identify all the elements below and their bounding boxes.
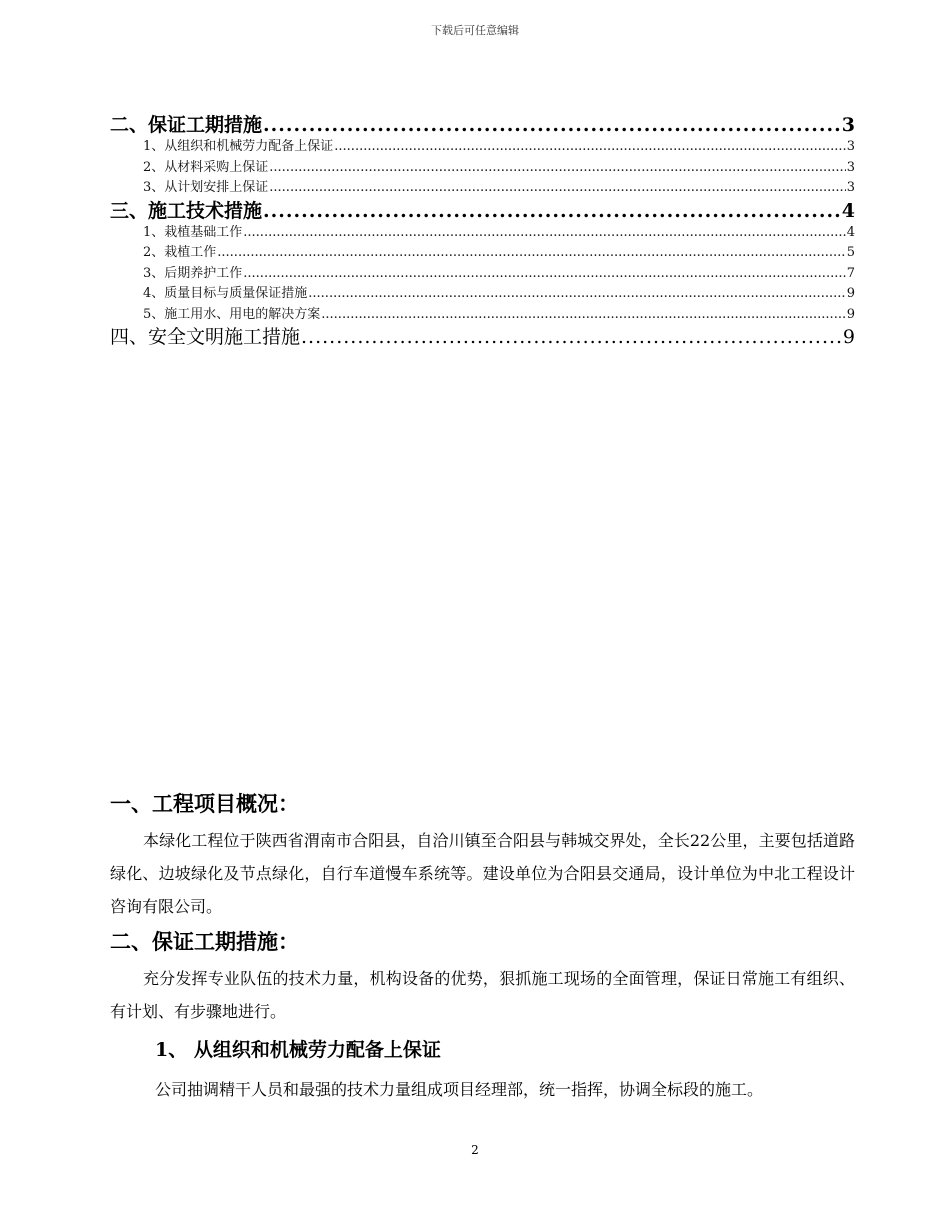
toc-entry[interactable] — [110, 305, 855, 326]
page-header-note: 下载后可任意编辑 — [431, 24, 519, 37]
toc-leader-dots — [243, 223, 845, 244]
table-of-contents — [110, 113, 855, 349]
toc-entry[interactable] — [110, 137, 855, 158]
toc-leader-dots — [217, 243, 845, 264]
toc-entry-page: 9 — [842, 326, 855, 348]
toc-entry[interactable] — [110, 325, 855, 349]
toc-leader-dots — [308, 284, 845, 305]
toc-entry-title: 5、施工用水、用电的解决方案 — [143, 306, 321, 322]
toc-entry-title: 4、质量目标与质量保证措施 — [143, 286, 308, 301]
toc-entry[interactable] — [110, 178, 855, 199]
toc-leader-dots — [269, 158, 845, 179]
section-heading: 一、工程项目概况： — [110, 792, 299, 816]
toc-entry[interactable] — [110, 264, 855, 285]
toc-leader-dots — [321, 305, 845, 326]
toc-entry-page: 3 — [841, 114, 855, 136]
toc-entry-title: 三、施工技术措施 — [110, 199, 263, 222]
toc-entry-title: 二、保证工期措施 — [110, 114, 263, 136]
toc-entry[interactable] — [110, 223, 855, 244]
toc-leader-dots — [269, 178, 845, 199]
toc-entry-page: 3 — [846, 159, 855, 175]
toc-entry-page: 3 — [846, 139, 855, 154]
page-number: 2 — [471, 1143, 479, 1157]
section-paragraph: 充分发挥专业队伍的技术力量，机构设备的优势，狠抓施工现场的全面管理，保证日常施工有组织、有计划、有步骤地进行。 — [110, 969, 855, 1021]
toc-leader-dots — [334, 137, 845, 158]
toc-entry-title: 1、栽植基础工作 — [143, 224, 243, 240]
toc-entry-page: 9 — [846, 286, 855, 301]
toc-entry[interactable] — [110, 113, 855, 137]
toc-entry-title: 2、栽植工作 — [143, 245, 217, 260]
section-schedule-measures — [110, 925, 855, 1106]
toc-entry-title: 2、从材料采购上保证 — [143, 159, 269, 175]
toc-entry-page: 4 — [846, 224, 855, 240]
toc-entry-page: 4 — [841, 199, 855, 222]
toc-entry-title: 四、安全文明施工措施 — [110, 326, 301, 348]
toc-entry-page: 9 — [846, 306, 855, 322]
toc-leader-dots — [263, 113, 841, 137]
toc-leader-dots — [301, 325, 842, 349]
toc-leader-dots — [263, 199, 841, 223]
subsection-heading: 1、 从组织和机械劳力配备上保证 — [155, 1039, 441, 1061]
toc-entry[interactable] — [110, 158, 855, 179]
toc-entry-title: 1、从组织和机械劳力配备上保证 — [143, 139, 334, 154]
section-paragraph: 本绿化工程位于陕西省渭南市合阳县，自洽川镇至合阳县与韩城交界处，全长22公里，主要包括道路绿化、边坡绿化及节点绿化，自行车道慢车系统等。建设单位为合阳县交通局，设计单位为中北工程设计咨询有限公司。 — [110, 831, 855, 916]
toc-entry-page: 5 — [846, 245, 855, 260]
toc-entry-page: 3 — [846, 180, 855, 195]
toc-entry[interactable] — [110, 284, 855, 305]
toc-entry[interactable] — [110, 199, 855, 223]
toc-entry-page: 7 — [846, 265, 855, 281]
section-project-overview — [110, 788, 855, 923]
toc-entry-title: 3、后期养护工作 — [143, 265, 243, 281]
section-heading: 二、保证工期措施： — [110, 930, 299, 954]
toc-entry[interactable] — [110, 243, 855, 264]
toc-leader-dots — [243, 264, 845, 285]
toc-entry-title: 3、从计划安排上保证 — [143, 180, 269, 195]
subsection-paragraph: 公司抽调精干人员和最强的技术力量组成项目经理部，统一指挥，协调全标段的施工。 — [155, 1080, 764, 1099]
